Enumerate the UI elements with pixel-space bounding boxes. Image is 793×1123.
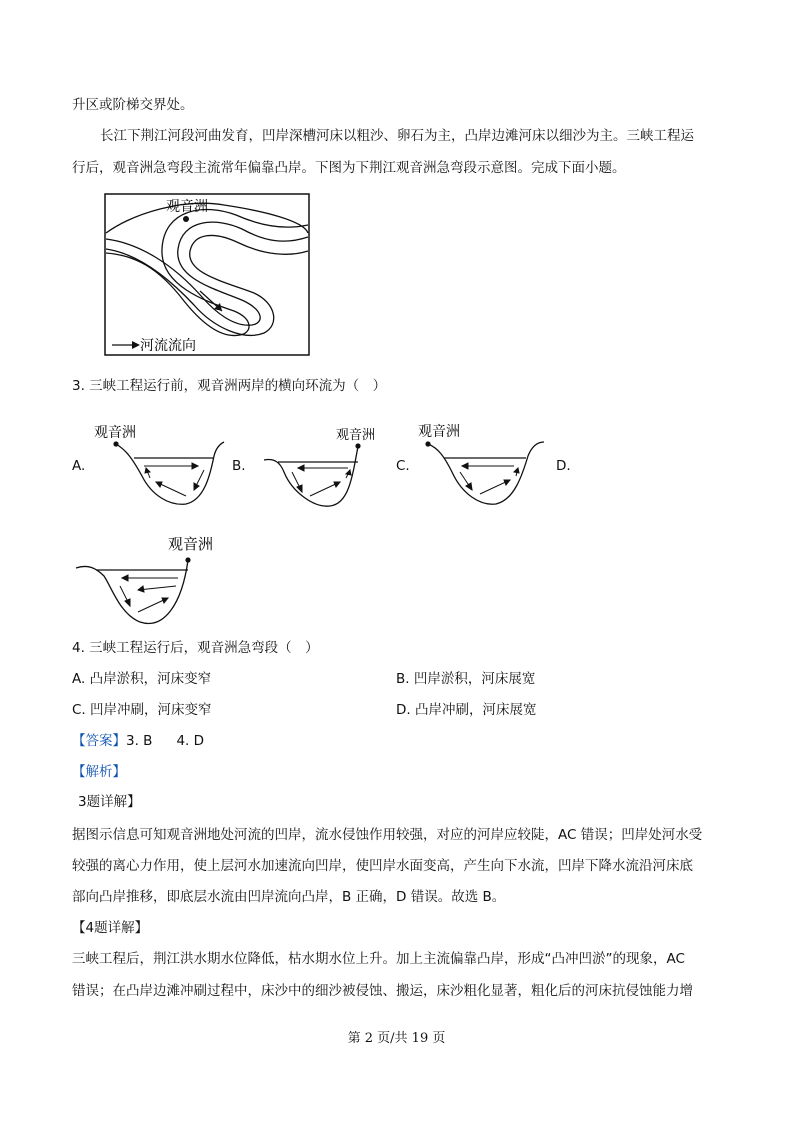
analysis-q3-line-3: 部向凸岸推移，即底层水流由凹岸流向凸岸，B 正确，D 错误。故选 B。 (72, 889, 506, 905)
answer-line (72, 732, 204, 750)
answer-3: 3. B (126, 733, 153, 749)
guanyinzhou-dot (183, 216, 189, 222)
q3-stem: 3. 三峡工程运行前，观音洲两岸的横向环流为（ ） (72, 378, 387, 394)
page-footer: 第 2 页/共 19 页 (347, 1031, 446, 1046)
river-bend-map (104, 193, 310, 357)
q4-option-b: B. 凹岸淤积，河床展宽 (396, 671, 536, 687)
q3-option-a-diagram (86, 420, 226, 515)
intro-line-1: 长江下荆江河段河曲发育，凹岸深槽河床以粗沙、卵石为主，凸岸边滩河床以细沙为主。三峡工程运 (100, 128, 694, 144)
analysis-q3-line-1: 据图示信息可知观音洲地处河流的凹岸，流水侵蚀作用较强，对应的河岸应较陡，AC 错误；凹岸处河水受 (72, 827, 703, 843)
answer-label: 【答案】 (72, 733, 126, 749)
q3-option-d-diagram (72, 530, 232, 630)
q4-option-c: C. 凹岸冲刷，河床变窄 (72, 702, 212, 718)
map-legend-label: 河流流向 (140, 338, 196, 354)
q3-option-b-letter: B. (232, 458, 246, 474)
answer-4: 4. D (176, 733, 205, 749)
analysis-label: 【解析】 (72, 764, 126, 780)
analysis-q3-heading: 3题详解】 (78, 794, 141, 810)
intro-line-0: 升区或阶梯交界处。 (72, 97, 194, 113)
option-b-place: 观音洲 (336, 428, 376, 443)
map-place-label: 观音洲 (166, 199, 208, 215)
q3-option-b-diagram (248, 420, 388, 515)
q4-option-d: D. 凸岸冲刷，河床展宽 (396, 702, 537, 718)
q3-option-c-letter: C. (396, 458, 410, 474)
q4-option-a: A. 凸岸淤积，河床变窄 (72, 671, 212, 687)
analysis-q4-heading: 【4题详解】 (72, 920, 149, 936)
q4-stem: 4. 三峡工程运行后，观音洲急弯段（ ） (72, 640, 319, 656)
option-d-place: 观音洲 (168, 535, 214, 553)
analysis-q4-line-2: 错误；在凸岸边滩冲刷过程中，床沙中的细沙被侵蚀、搬运，床沙粗化显著，粗化后的河床抗侵蚀能力增 (72, 983, 693, 999)
option-c-place: 观音洲 (418, 424, 460, 440)
analysis-q4-line-1: 三峡工程后，荆江洪水期水位降低，枯水期水位上升。加上主流偏靠凸岸，形成“凸冲凹淤”的现象，AC (72, 951, 685, 967)
q3-option-a-letter: A. (72, 458, 86, 474)
option-a-place: 观音洲 (94, 425, 136, 441)
analysis-q3-line-2: 较强的离心力作用，使上层河水加速流向凹岸，使凹岸水面变高，产生向下水流，凹岸下降水流沿河床底 (72, 858, 693, 874)
q3-option-c-diagram (410, 420, 550, 515)
intro-line-2: 行后，观音洲急弯段主流常年偏靠凸岸。下图为下荆江观音洲急弯段示意图。完成下面小题。 (72, 160, 626, 176)
q3-option-d-letter: D. (556, 458, 571, 474)
